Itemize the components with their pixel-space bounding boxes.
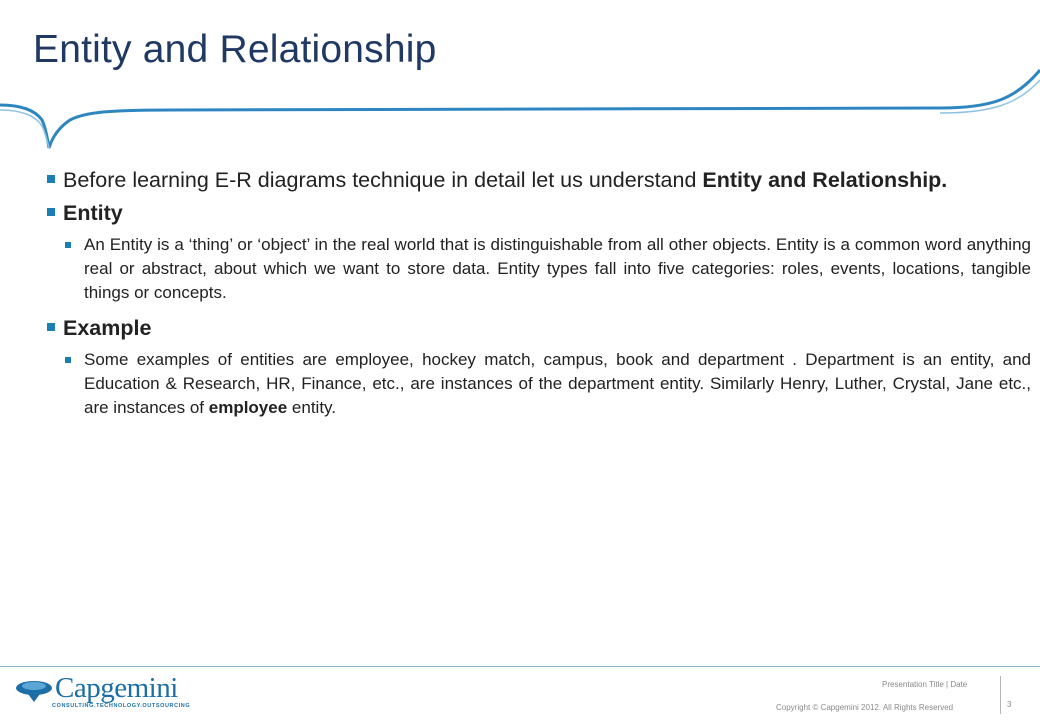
example-bold: employee bbox=[208, 398, 288, 417]
page-number: 3 bbox=[1007, 700, 1012, 709]
slide-content bbox=[47, 166, 1031, 420]
example-text: Some examples of entities are employee, hockey match, campus, book and department . Department is an entity, and Education & Research, HR, Finance, etc., are instances of the department entity. Similarly Henry, Luther, Crystal, Jane etc., are instances of bbox=[84, 350, 1031, 417]
square-bullet-icon bbox=[47, 175, 55, 183]
square-bullet-icon bbox=[47, 208, 55, 216]
bullet-example-text bbox=[63, 348, 1031, 420]
footer-vertical-divider bbox=[1000, 676, 1001, 714]
bullet-entity-definition bbox=[63, 233, 1031, 305]
header-swoosh bbox=[0, 50, 1040, 170]
intro-bold: Entity and Relationship. bbox=[702, 168, 948, 192]
entity-text: An Entity is a ‘thing’ or ‘object’ in the real world that is distinguishable from all other objects. Entity is a common word anything real or abstract, about which we want to store data. Entity types fall into five categories: roles, events, locations, tangible things or concepts. bbox=[84, 235, 1031, 302]
footer-presentation-title: Presentation Title | Date bbox=[882, 680, 968, 689]
square-bullet-icon bbox=[47, 323, 55, 331]
heading-example bbox=[47, 314, 1031, 342]
logo-wordmark: Capgemini bbox=[55, 672, 178, 704]
entity-heading: Entity bbox=[63, 201, 123, 225]
footer-copyright: Copyright © Capgemini 2012. All Rights Reserved bbox=[776, 703, 954, 712]
capgemini-spade-icon bbox=[14, 676, 54, 704]
slide-title: Entity and Relationship bbox=[33, 28, 437, 71]
example-tail: entity. bbox=[287, 398, 337, 417]
footer-divider bbox=[0, 666, 1040, 667]
logo-tagline: CONSULTING.TECHNOLOGY.OUTSOURCING bbox=[52, 703, 191, 709]
heading-entity bbox=[47, 199, 1031, 227]
square-bullet-icon bbox=[65, 357, 71, 363]
intro-text: Before learning E-R diagrams technique in detail let us understand bbox=[63, 168, 703, 192]
bullet-intro bbox=[47, 166, 1031, 194]
square-bullet-icon bbox=[65, 242, 71, 248]
example-heading: Example bbox=[63, 316, 152, 340]
